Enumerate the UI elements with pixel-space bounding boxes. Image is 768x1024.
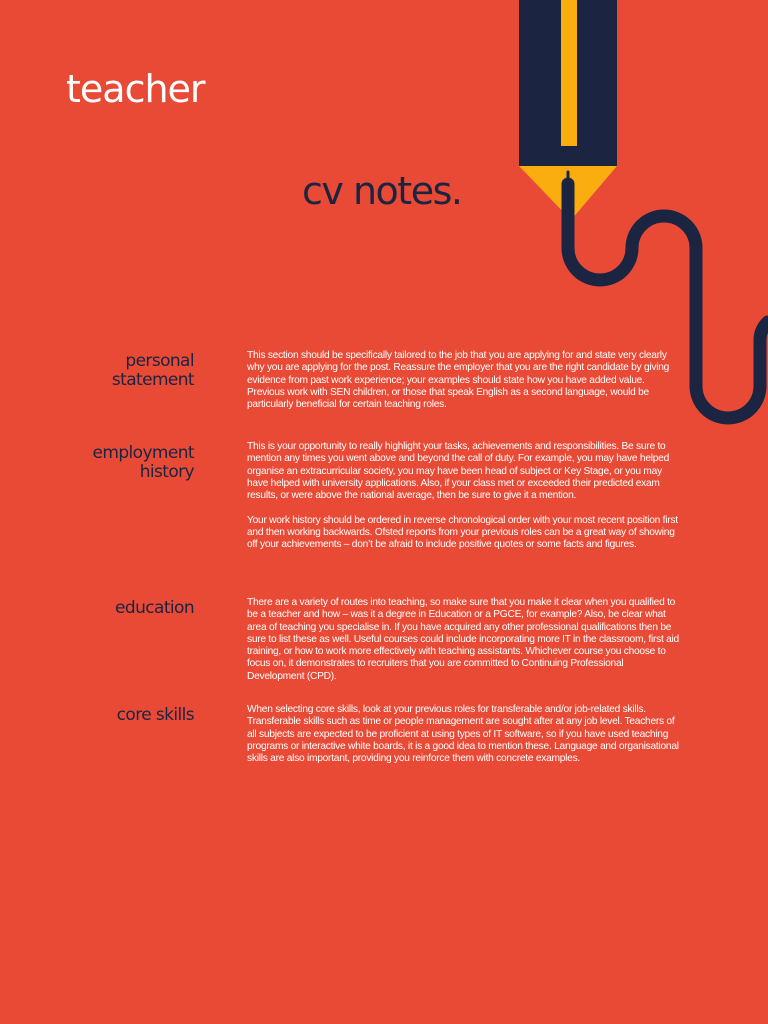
section-heading-education: education bbox=[115, 598, 194, 618]
paragraph: Your work history should be ordered in reverse chronological order with your most recent position first and then working backwards. Ofsted reports from your previous roles can be a great way of showing off your achievements – don’t be afraid to include positive quotes or some facts and figures. bbox=[247, 514, 678, 551]
page-title: teacher bbox=[66, 67, 205, 111]
section-body-personal-statement bbox=[247, 350, 679, 411]
paragraph: This is your opportunity to really highlight your tasks, achievements and responsibilities. Be sure to mention any times you went above and beyond the call of duty. For example, you may have helped organise an extracurricular society, you may have been head of subject or Key Stage, or you may have helped with university applications. Also, if your class met or exceeded their predicted exam results, or were above the national average, then be sure to give it a mention. bbox=[247, 441, 669, 502]
section-body-core-skills bbox=[247, 704, 679, 765]
section-body-education bbox=[247, 597, 679, 683]
section-heading-personal-statement: personal statement bbox=[111, 351, 194, 390]
paragraph: When selecting core skills, look at your previous roles for transferable and/or job-related skills. Transferable skills such as time or people management are sought after at any job level. Teachers of all subjects are expected to be proficient at using types of IT software, so if you have used teaching programs or interactive white boards, it is a good idea to mention these. Language and organisational skills are also important, providing you reinforce them with concrete examples. bbox=[247, 704, 679, 765]
section-heading-core-skills: core skills bbox=[116, 705, 194, 725]
section-heading-employment-history: employment history bbox=[92, 443, 194, 482]
paragraph: This section should be specifically tailored to the job that you are applying for and state very clearly why you are applying for the post. Reassure the employer that you are the right candidate by giving evidence from past work experience; your examples should state how you have added value. Previous work with SEN children, or those that speak English as a second language, would be particularly beneficial for certain teaching roles. bbox=[247, 350, 670, 411]
section-body-employment-history bbox=[247, 441, 679, 552]
paragraph: There are a variety of routes into teaching, so make sure that you make it clear when you qualified to be a teacher and how – was it a degree in Education or a PGCE, for example? Also, be clear what area of teaching you specialise in. If you have acquired any other professional qualifications then be sure to list these as well. Useful courses could include incorporating more IT in the classroom, first aid training, or how to work more effectively with teaching assistants. Whichever course you choose to focus on, it demonstrates to recruiters that you are committed to Continuing Professional Development (CPD). bbox=[247, 597, 679, 682]
page-subtitle: cv notes. bbox=[302, 169, 462, 213]
